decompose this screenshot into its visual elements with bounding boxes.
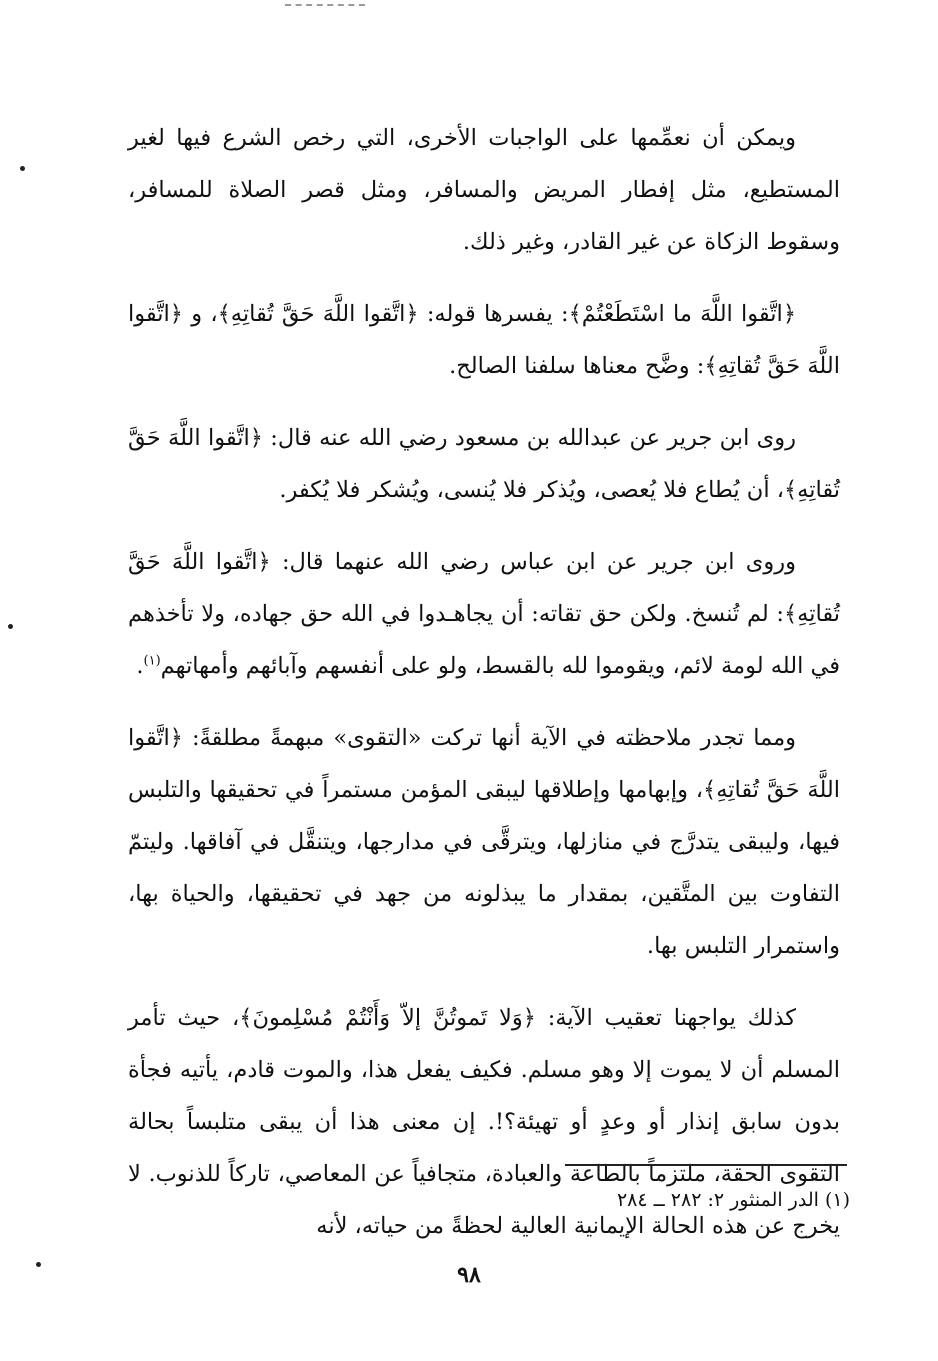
paragraph-3: روى ابن جرير عن عبدالله بن مسعود رضي الله عنه قال: ﴿اتَّقوا اللَّهَ حَقَّ تُقاتِهِ﴾، أن يُطاع فلا يُعصى، ويُذكر فلا يُنسى، ويُشكر فلا يُكفر. bbox=[128, 425, 840, 503]
footnote-marker[interactable]: (١) bbox=[143, 653, 161, 669]
paragraph-2: ﴿اتَّقوا اللَّهَ ما اسْتَطَعْتُمْ﴾: يفسرها قوله: ﴿اتَّقوا اللَّهَ حَقَّ تُقاتِهِ﴾، و ﴿اتَّقوا اللَّهَ حَقَّ تُقاتِهِ﴾: وضَّح معناها سلفنا الصالح. bbox=[128, 301, 840, 379]
top-edge-mark bbox=[285, 4, 365, 6]
footnote-divider bbox=[565, 1164, 847, 1166]
paragraph-6: كذلك يواجهنا تعقيب الآية: ﴿وَلا تَموتُنَّ إلاّ وَأَنْتُمْ مُسْلِمونَ﴾، حيث تأمر المسلم أن لا يموت إلا وهو مسلم. فكيف يفعل هذا، والموت قادم، يأتيه فجأة بدون سابق إنذار أو وعدٍ أو تهيئة؟!. إن معنى هذا أن يبقى متلبساً بحالة التقوى الحقة، ملتزماً بالطاعة والعبادة، متجافياً عن المعاصي، تاركاً للذنوب. لا يخرج عن هذه الحالة الإيمانية العالية لحظةً من حياته، لأنه bbox=[128, 1005, 840, 1239]
paragraph-5: ومما تجدر ملاحظته في الآية أنها تركت «التقوى» مبهمةً مطلقةً: ﴿اتَّقوا اللَّهَ حَقَّ تُقاتِهِ﴾، وإبهامها وإطلاقها ليبقى المؤمن مستمراً في تحقيقها والتلبس فيها، وليبقى يتدرَّج في منازلها، ويترقَّى في مدارجها، ويتنقَّل في آفاقها. وليتمّ التفاوت بين المتَّقين، بمقدار ما يبذلونه من جهد في تحقيقها، والحياة بها، واستمرار التلبس بها. bbox=[128, 725, 841, 959]
scan-speck bbox=[8, 624, 13, 629]
page-body bbox=[128, 112, 840, 1272]
paragraph-4-period: . bbox=[136, 653, 144, 679]
scan-speck bbox=[20, 166, 25, 171]
paragraph-1: ويمكن أن نعمِّمها على الواجبات الأخرى، التي رخص الشرع فيها لغير المستطيع، مثل إفطار المريض والمسافر، ومثل قصر الصلاة للمسافر، وسقوط الزكاة عن غير القادر، وغير ذلك. bbox=[128, 125, 840, 255]
page-number: ٩٨ bbox=[457, 1262, 481, 1288]
paragraph-4-text: وروى ابن جرير عن ابن عباس رضي الله عنهما قال: ﴿اتَّقوا اللَّهَ حَقَّ تُقاتِهِ﴾: لم تُنسخ. ولكن حق تقاته: أن يجاهـدوا في الله حق جهاده، ولا تأخذهم في الله لومة لائم، ويقوموا لله بالقسط، ولو على أنفسهم وآبائهم وأمهاتهم bbox=[128, 549, 840, 679]
scan-speck bbox=[36, 1262, 41, 1267]
paragraph-4 bbox=[128, 536, 840, 692]
footnote: (١) الدر المنثور ٢: ٢٨٢ ــ ٢٨٤ bbox=[616, 1189, 850, 1211]
